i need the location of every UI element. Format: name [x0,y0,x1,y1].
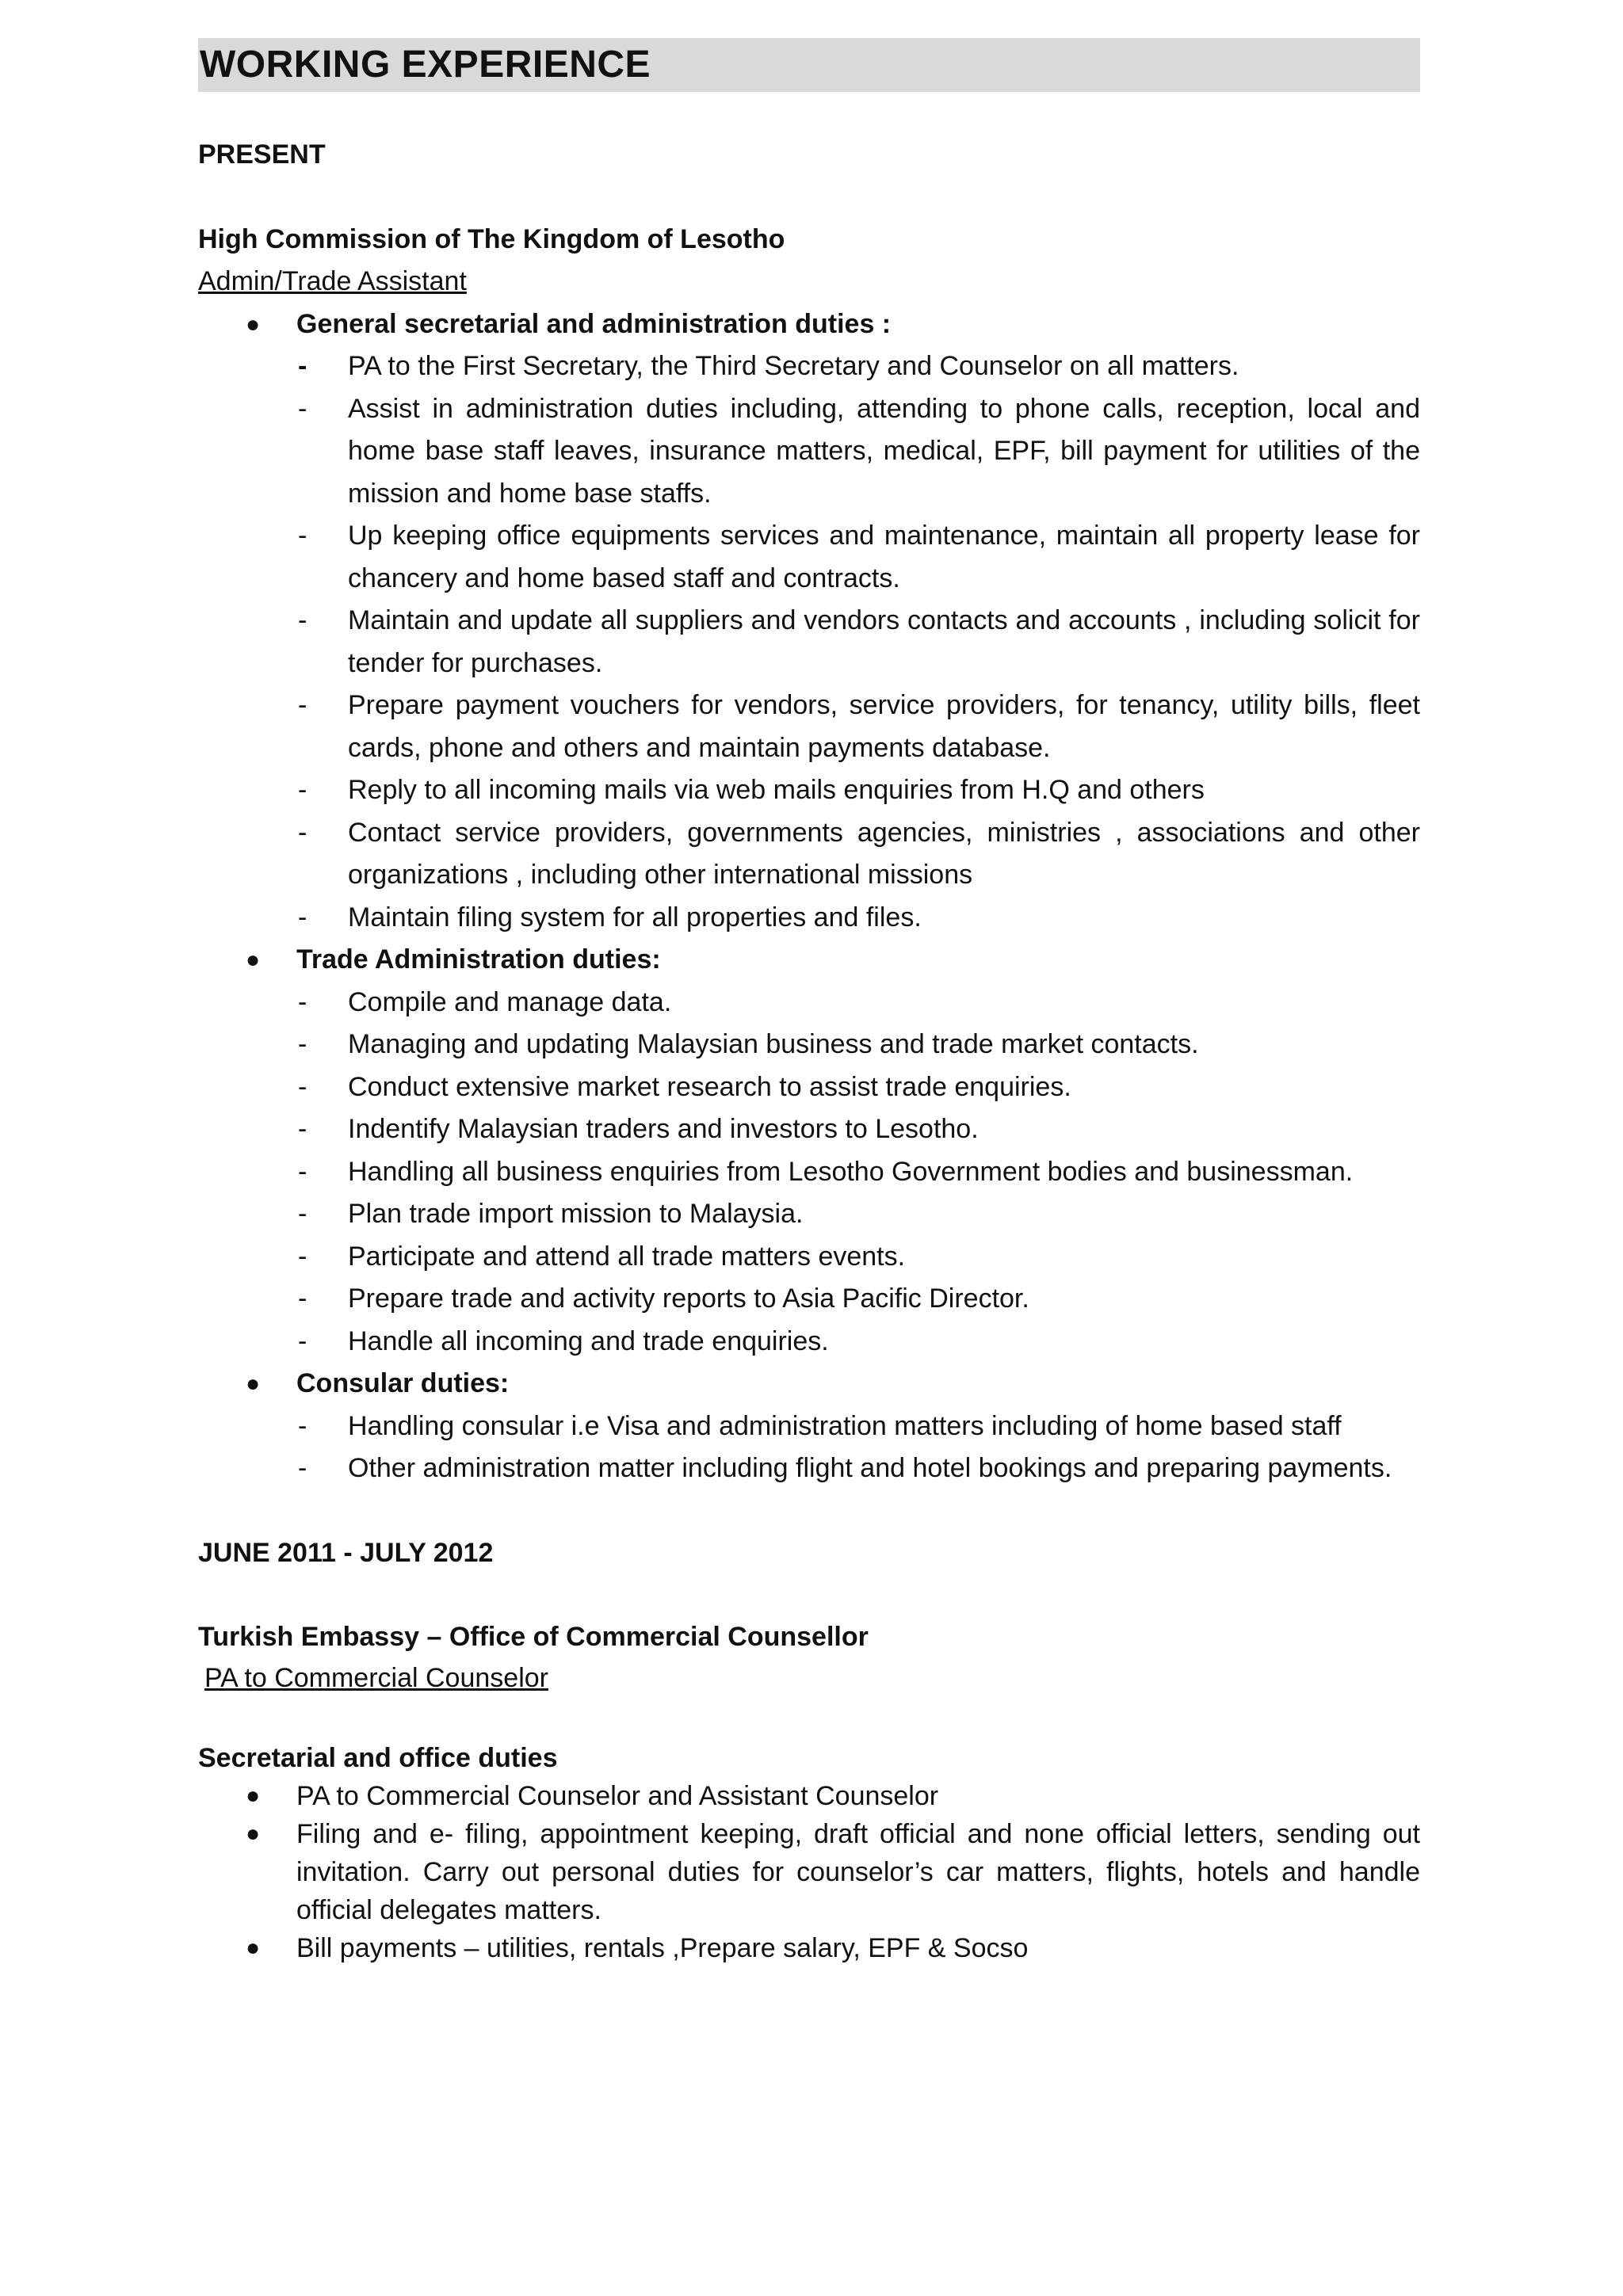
bullet-icon: ● [246,947,261,973]
duty-text: Contact service providers, governments agencies, ministries , associations and other organizations , including other international missions [348,817,1420,890]
dash-icon: - [298,521,307,551]
dash-icon: - [298,817,307,848]
dash-icon: - [298,775,307,805]
duty-text: Compile and manage data. [348,986,672,1017]
dash-icon: - [298,1071,307,1102]
duty-item [296,1278,1420,1321]
duty-group-title: General secretarial and administration duties : [296,308,892,339]
duty-group-heading [246,303,1420,346]
duty-subheading: Secretarial and office duties [198,1742,558,1773]
duty-text: Conduct extensive market research to assist trade enquiries. [348,1071,1071,1102]
duty-item [296,769,1420,812]
duty-item [296,1108,1420,1151]
dash-icon: - [298,1453,307,1483]
section-title-band [198,38,1420,92]
duty-text: Reply to all incoming mails via web mails enquiries from H.Q and others [348,775,1205,805]
duty-text: Handling all business enquiries from Lesotho Government bodies and businessman. [348,1156,1354,1187]
job-employer: High Commission of The Kingdom of Lesotho [198,223,785,254]
duty-text: Other administration matter including flight and hotel bookings and preparing payments. [348,1453,1392,1483]
duty-item [296,1193,1420,1236]
duty-group-title: Trade Administration duties: [296,944,661,974]
duty-item [296,1405,1420,1448]
duty-text: Prepare trade and activity reports to Asia Pacific Director. [348,1283,1029,1314]
duty-item [296,1066,1420,1109]
duty-text: PA to Commercial Counselor and Assistant Counselor [296,1780,939,1811]
duty-item [246,1815,1420,1929]
dash-icon: - [298,351,307,381]
job-entry [198,1532,1420,1967]
dash-icon: - [298,986,307,1017]
duty-group-title: Consular duties: [296,1368,510,1398]
dash-icon: - [298,393,307,424]
dash-icon: - [298,1029,307,1059]
duty-item [246,1777,1420,1815]
section-title: WORKING EXPERIENCE [200,44,651,86]
duty-item [296,1024,1420,1066]
duty-text: Handle all incoming and trade enquiries. [348,1325,829,1356]
duty-text: Bill payments – utilities, rentals ,Prepare salary, EPF & Socso [296,1932,1029,1963]
duty-item [296,388,1420,516]
duty-item [246,1929,1420,1967]
duty-text: Filing and e- filing, appointment keeping, draft official and none official letters, sending out invitation. Carry out personal duties for counselor’s car matters, flights, hotels and handle official delegates matters. [296,1818,1420,1925]
duty-item [296,1321,1420,1363]
dash-icon: - [298,1114,307,1144]
job-entry [198,134,1420,1490]
dash-icon: - [298,1199,307,1229]
duty-text: PA to the First Secretary, the Third Secretary and Counselor on all matters. [348,351,1239,381]
duty-group-heading [246,1363,1420,1405]
duty-text: Maintain and update all suppliers and vendors contacts and accounts , including solicit for tender for purchases. [348,605,1420,678]
duty-text: Participate and attend all trade matters events. [348,1241,906,1272]
duty-text: Indentify Malaysian traders and investors to Lesotho. [348,1114,979,1144]
dash-icon: - [298,1283,307,1314]
duty-item [296,515,1420,600]
duty-item [296,1447,1420,1490]
bullet-icon: ● [246,1371,261,1397]
job-position: Admin/Trade Assistant [198,266,467,296]
dash-icon: - [298,690,307,720]
bullet-icon: ● [246,1934,261,1961]
duty-text: Prepare payment vouchers for vendors, service providers, for tenancy, utility bills, fleet cards, phone and others and maintain payments database. [348,690,1420,763]
dash-icon: - [298,1410,307,1441]
dash-icon: - [298,605,307,635]
duty-item [296,685,1420,769]
duty-text: Plan trade import mission to Malaysia. [348,1199,804,1229]
duty-text: Managing and updating Malaysian business and trade market contacts. [348,1029,1199,1059]
bullet-icon: ● [246,1820,261,1847]
dash-icon: - [298,902,307,933]
duty-item [296,1151,1420,1194]
working-experience-section [198,38,1420,1967]
duty-item [296,982,1420,1024]
duty-item [296,812,1420,897]
bullet-icon: ● [246,1782,261,1809]
job-position: PA to Commercial Counselor [204,1662,548,1693]
dash-icon: - [298,1241,307,1272]
dash-icon: - [298,1156,307,1187]
duty-text: Assist in administration duties including, attending to phone calls, reception, local and home base staff leaves, insurance matters, medical, EPF, bill payment for utilities of the mission and home base staffs. [348,393,1420,509]
job-period: PRESENT [198,139,326,170]
duty-text: Handling consular i.e Visa and administration matters including of home based staff [348,1410,1342,1441]
duty-item [296,897,1420,940]
duty-item [296,345,1420,388]
duty-text: Up keeping office equipments services and maintenance, maintain all property lease for chancery and home based staff and contracts. [348,521,1420,593]
duty-item [296,1236,1420,1279]
duty-group-heading [246,939,1420,982]
duty-text: Maintain filing system for all properties and files. [348,902,922,933]
job-employer: Turkish Embassy – Office of Commercial Counsellor [198,1622,869,1652]
job-period: JUNE 2011 - JULY 2012 [198,1537,494,1568]
bullet-icon: ● [246,311,261,338]
dash-icon: - [298,1325,307,1356]
duty-item [296,600,1420,685]
